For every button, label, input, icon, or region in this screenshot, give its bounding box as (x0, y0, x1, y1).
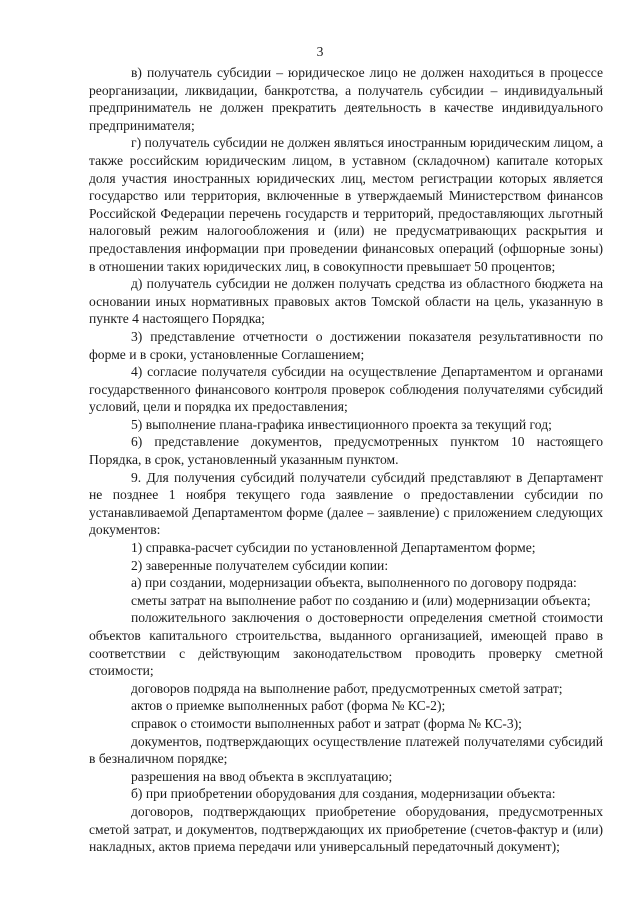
paragraph-cost-estimate: сметы затрат на выполнение работ по созданию и (или) модернизации объекта; (131, 592, 591, 608)
paragraph-a-contract-works: а) при создании, модернизации объекта, выполненного по договору подряда: (131, 575, 577, 591)
paragraph-4-consent: 4) согласие получателя субсидии на осуществление Департаментом и органами государственного финансового контроля проверок соблюдения получателями субсидий условий, цели и порядка их предоставления; (89, 364, 603, 415)
page-number: 3 (316, 44, 324, 59)
paragraph-commissioning-permit: разрешения на ввод объекта в эксплуатацию; (131, 768, 393, 784)
paragraph-positive-conclusion: положительного заключения о достоверности определения сметной стоимости объектов капитального строительства, выданного организацией, имеющей право в соответствии с действующим законодательством проводить проверку сметной стоимости; (89, 610, 603, 679)
paragraph-ks2-acts: актов о приемке выполненных работ (форма № КС-2); (131, 698, 446, 714)
paragraph-payment-documents: документов, подтверждающих осуществление платежей получателями субсидий в безналичном порядке; (89, 733, 603, 767)
paragraph-equipment-contracts: договоров, подтверждающих приобретение оборудования, предусмотренных сметой затрат, и документов, подтверждающих их приобретение (счетов-фактур и (или) накладных, актов приема передачи или универсальный передаточный документ); (89, 803, 603, 855)
paragraph-b-equipment: б) при приобретении оборудования для создания, модернизации объекта: (131, 786, 556, 802)
paragraph-ks3-certificates: справок о стоимости выполненных работ и затрат (форма № КС-3); (131, 715, 522, 731)
paragraph-v-reorganization: в) получатель субсидии – юридическое лицо не должен находиться в процессе реорганизации, ликвидации, банкротства, а получатель субсидии – индивидуальный предприниматель не должен прекратить деятельность в качестве индивидуального предпринимателя; (89, 65, 603, 133)
paragraph-5-schedule: 5) выполнение плана-графика инвестиционного проекта за текущий год; (131, 416, 552, 432)
paragraph-6-documents: 6) представление документов, предусмотренных пунктом 10 настоящего Порядка, в срок, установленный указанным пунктом. (89, 434, 603, 468)
paragraph-3-reporting: 3) представление отчетности о достижении показателя результативности по форме и в сроки, установленные Соглашением; (89, 328, 603, 362)
paragraph-9-application: 9. Для получения субсидий получатели субсидий представляют в Департамент не позднее 1 ноября текущего года заявление о предоставлении субсидии по устанавливаемой Департаментом форме (далее – заявление) с приложением следующих документов: (89, 469, 603, 538)
paragraph-contracts: договоров подряда на выполнение работ, предусмотренных сметой затрат; (131, 680, 563, 696)
document-body (89, 64, 603, 856)
paragraph-1-calculation: 1) справка-расчет субсидии по установленной Департаментом форме; (131, 540, 536, 556)
paragraph-d-regional-budget: д) получатель субсидии не должен получать средства из областного бюджета на основании иных нормативных правовых актов Томской области на цель, указанную в пункте 4 настоящего Порядка; (89, 276, 603, 327)
paragraph-2-certified-copies: 2) заверенные получателем субсидии копии: (131, 557, 389, 573)
paragraph-g-foreign-entity: г) получатель субсидии не должен являться иностранным юридическим лицом, а также российским юридическим лицом, в уставном (складочном) капитале которых доля участия иностранных юридических лиц, местом регистрации которых является государство или территория, включенные в утверждаемый Министерством финансов Российской Федерации перечень государств и территорий, предоставляющих льготный налоговый режим налогообложения и (или) не предусматривающих раскрытия и предоставления информации при проведении финансовых операций (офшорные зоны) в отношении таких юридических лиц, в совокупности превышает 50 процентов; (89, 135, 603, 274)
